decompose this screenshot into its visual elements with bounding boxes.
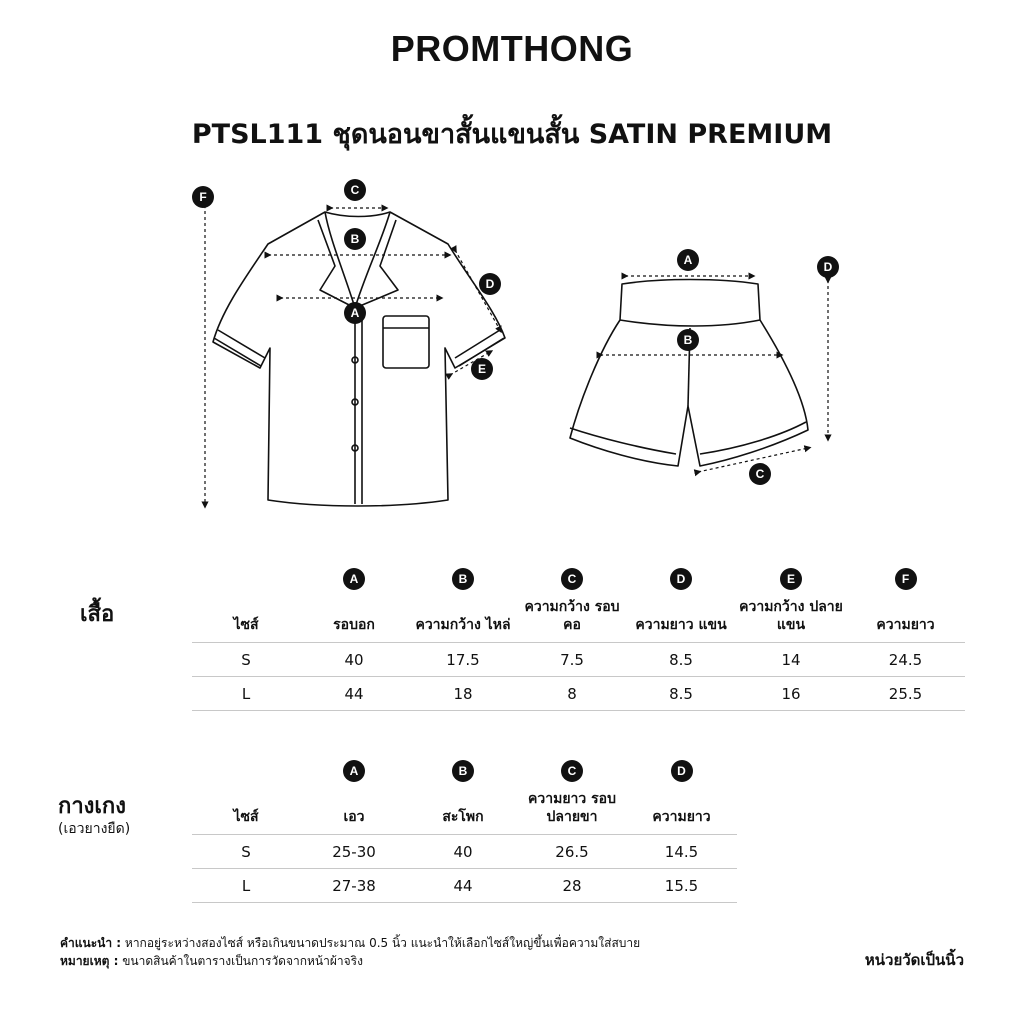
value-cell: 8.5 xyxy=(626,677,736,711)
value-cell: 40 xyxy=(300,643,408,677)
value-cell: 8 xyxy=(518,677,626,711)
shirt-badge-d xyxy=(479,273,501,295)
value-cell: 44 xyxy=(300,677,408,711)
col-header: ความกว้าง ไหล่ xyxy=(415,617,511,633)
shirt-section-label: เสื้อ xyxy=(80,602,115,627)
size-diagram xyxy=(0,170,1024,520)
shorts-badge-b xyxy=(677,329,699,351)
col-badge-e: E xyxy=(780,568,802,590)
col-badge-b: B xyxy=(452,760,474,782)
value-cell: 8.5 xyxy=(626,643,736,677)
value-cell: 40 xyxy=(408,835,518,869)
remark-text: ขนาดสินค้าในตารางเป็นการวัดจากหน้าผ้าจริง xyxy=(122,954,363,968)
shirt-badge-b xyxy=(344,228,366,250)
value-cell: 28 xyxy=(518,869,626,903)
col-header: เอว xyxy=(343,809,365,825)
advice-text: หากอยู่ระหว่างสองไซส์ หรือเกินขนาดประมาณ 0.5 นิ้ว แนะนำให้เลือกไซส์ใหญ่ขึ้นเพื่อความใส่สบาย xyxy=(124,936,641,950)
col-header: ความกว้าง รอบคอ xyxy=(524,599,620,633)
svg-text:D: D xyxy=(485,277,495,291)
advice-note xyxy=(60,934,640,953)
shirt-badge-f xyxy=(192,186,214,208)
advice-label: คำแนะนำ : xyxy=(60,936,122,950)
col-header: รอบอก xyxy=(333,617,375,633)
value-cell: 44 xyxy=(408,869,518,903)
col-header: ความยาว xyxy=(652,809,711,825)
pants-section-label: กางเกง xyxy=(58,794,126,819)
size-header: ไซส์ xyxy=(233,617,259,633)
col-badge-d: D xyxy=(670,568,692,590)
shorts-badge-d xyxy=(817,256,839,278)
remark-note xyxy=(60,952,363,971)
value-cell: 14 xyxy=(736,643,846,677)
value-cell: 25.5 xyxy=(846,677,965,711)
value-cell: 18 xyxy=(408,677,518,711)
table-row xyxy=(192,677,965,711)
col-header: ความยาว รอบปลายขา xyxy=(528,791,616,825)
size-cell: S xyxy=(192,835,300,869)
shirt-illustration xyxy=(213,212,505,506)
svg-text:C: C xyxy=(755,467,765,481)
table-row xyxy=(192,835,737,869)
size-header: ไซส์ xyxy=(233,809,259,825)
svg-text:A: A xyxy=(350,306,360,320)
value-cell: 16 xyxy=(736,677,846,711)
svg-text:F: F xyxy=(199,190,207,204)
shirt-size-table xyxy=(192,560,965,711)
col-badge-c: C xyxy=(561,568,583,590)
brand-logo: PROMTHONG xyxy=(390,28,634,69)
shirt-badge-e xyxy=(471,358,493,380)
col-header: ความยาว xyxy=(876,617,935,633)
value-cell: 7.5 xyxy=(518,643,626,677)
product-title: PTSL111 ชุดนอนขาสั้นแขนสั้น SATIN PREMIUM xyxy=(191,119,833,150)
col-badge-c: C xyxy=(561,760,583,782)
table-row xyxy=(192,643,965,677)
value-cell: 27-38 xyxy=(300,869,408,903)
shorts-illustration xyxy=(570,280,808,467)
svg-text:A: A xyxy=(683,253,693,267)
value-cell: 24.5 xyxy=(846,643,965,677)
col-header: ความยาว แขน xyxy=(635,617,727,633)
remark-label: หมายเหตุ : xyxy=(60,954,119,968)
value-cell: 26.5 xyxy=(518,835,626,869)
col-header: สะโพก xyxy=(442,809,484,825)
size-cell: L xyxy=(192,677,300,711)
svg-text:B: B xyxy=(683,333,693,347)
size-cell: L xyxy=(192,869,300,903)
svg-text:D: D xyxy=(823,260,833,274)
svg-text:E: E xyxy=(477,362,487,376)
shorts-dimension-lines xyxy=(600,276,828,472)
size-cell: S xyxy=(192,643,300,677)
table-row xyxy=(192,869,737,903)
value-cell: 25-30 xyxy=(300,835,408,869)
shirt-dimension-lines xyxy=(205,205,500,505)
shirt-badge-a xyxy=(344,302,366,324)
value-cell: 15.5 xyxy=(626,869,737,903)
unit-label: หน่วยวัดเป็นนิ้ว xyxy=(864,951,964,969)
col-badge-a: A xyxy=(343,568,365,590)
shorts-badge-c xyxy=(749,463,771,485)
col-header: ความกว้าง ปลายแขน xyxy=(739,599,843,633)
svg-text:C: C xyxy=(350,183,360,197)
col-badge-b: B xyxy=(452,568,474,590)
value-cell: 14.5 xyxy=(626,835,737,869)
col-badge-f: F xyxy=(895,568,917,590)
pants-section-note: (เอวยางยืด) xyxy=(58,821,131,837)
pants-size-table xyxy=(192,752,737,903)
svg-text:B: B xyxy=(350,232,360,246)
col-badge-d: D xyxy=(671,760,693,782)
value-cell: 17.5 xyxy=(408,643,518,677)
shorts-badge-a xyxy=(677,249,699,271)
shirt-badge-c xyxy=(344,179,366,201)
col-badge-a: A xyxy=(343,760,365,782)
